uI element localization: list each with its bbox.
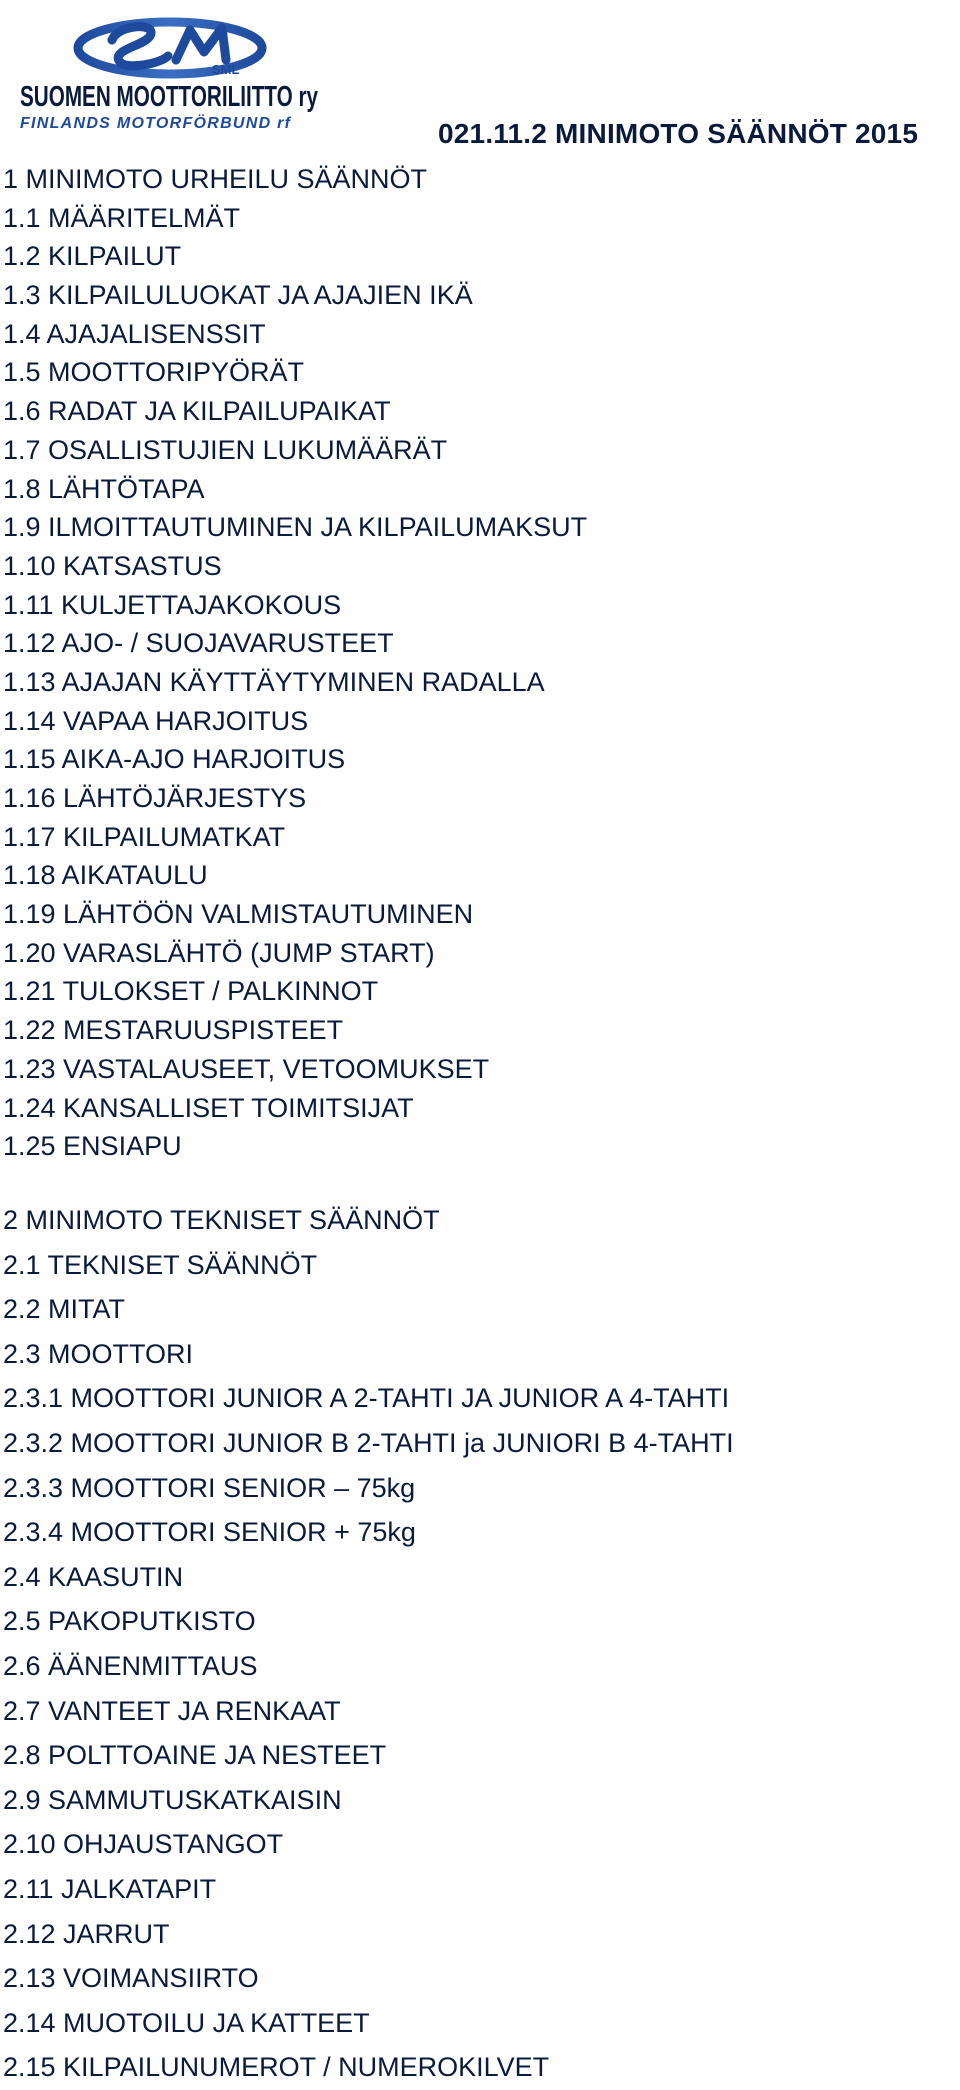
toc-item: 1.21 TULOKSET / PALKINNOT [3, 976, 379, 1007]
toc-item: 1.13 AJAJAN KÄYTTÄYTYMINEN RADALLA [3, 666, 545, 697]
toc-item: 1.5 MOOTTORIPYÖRÄT [3, 357, 305, 388]
logo-m-stroke [176, 28, 226, 60]
toc-item: 2.3 MOOTTORI [3, 1338, 194, 1369]
toc-item: 1.23 VASTALAUSEET, VETOOMUKSET [3, 1053, 490, 1084]
toc-item: 2.11 JALKATAPIT [3, 1873, 217, 1904]
sml-logo [0, 0, 340, 150]
toc-item: 2.3.4 MOOTTORI SENIOR + 75kg [3, 1517, 416, 1548]
toc-item: 1.7 OSALLISTUJIEN LUKUMÄÄRÄT [3, 434, 448, 465]
toc-item: 1.15 AIKA-AJO HARJOITUS [3, 744, 346, 775]
toc-item: 1.1 MÄÄRITELMÄT [3, 202, 241, 233]
toc-item: 1.18 AIKATAULU [3, 860, 208, 891]
logo-line2: FINLANDS MOTORFÖRBUND rf [20, 115, 290, 132]
toc-item: 1.3 KILPAILULUOKAT JA AJAJIEN IKÄ [3, 280, 473, 311]
toc-item: 2.13 VOIMANSIIRTO [3, 1963, 259, 1994]
toc-item: 1.10 KATSASTUS [3, 550, 222, 581]
toc-item: 1.25 ENSIAPU [3, 1131, 182, 1162]
toc-item: 2.3.3 MOOTTORI SENIOR – 75kg [3, 1472, 416, 1503]
toc-item: 2.3.2 MOOTTORI JUNIOR B 2-TAHTI ja JUNIORI B 4-TAHTI [3, 1427, 734, 1458]
toc-item: 1.20 VARASLÄHTÖ (JUMP START) [3, 937, 435, 968]
toc-item: 2.10 OHJAUSTANGOT [3, 1829, 284, 1860]
toc-item: 2.12 JARRUT [3, 1918, 170, 1949]
toc-heading: 1 MINIMOTO URHEILU SÄÄNNÖT [3, 164, 428, 194]
toc-item: 1.11 KULJETTAJAKOKOUS [3, 589, 342, 620]
toc-item: 2.9 SAMMUTUSKATKAISIN [3, 1784, 342, 1815]
toc-item: 2.15 KILPAILUNUMEROT / NUMEROKILVET [3, 2052, 550, 2083]
toc-item: 1.17 KILPAILUMATKAT [3, 821, 286, 852]
toc-item: 1.4 AJAJALISENSSIT [3, 318, 266, 349]
toc-item: 2.5 PAKOPUTKISTO [3, 1606, 256, 1637]
toc-item: 1.14 VAPAA HARJOITUS [3, 705, 309, 736]
toc-item: 2.2 MITAT [3, 1294, 126, 1325]
toc-item: 1.9 ILMOITTAUTUMINEN JA KILPAILUMAKSUT [3, 512, 588, 543]
toc-item: 1.12 AJO- / SUOJAVARUSTEET [3, 628, 394, 659]
toc-heading: 2 MINIMOTO TEKNISET SÄÄNNÖT [3, 1205, 440, 1235]
toc-item: 1.24 KANSALLISET TOIMITSIJAT [3, 1092, 414, 1123]
toc-item: 1.2 KILPAILUT [3, 241, 182, 272]
toc-item: 1.6 RADAT JA KILPAILUPAIKAT [3, 396, 391, 427]
toc-item: 2.8 POLTTOAINE JA NESTEET [3, 1740, 387, 1771]
toc-item: 1.8 LÄHTÖTAPA [3, 473, 205, 504]
sml-logo-graphic [0, 0, 340, 150]
toc-item: 2.6 ÄÄNENMITTAUS [3, 1650, 258, 1681]
document-title: 021.11.2 MINIMOTO SÄÄNNÖT 2015 [438, 118, 919, 149]
logo-line1: SUOMEN MOOTTORILIITTO ry [20, 81, 318, 113]
logo-badge: SML [212, 62, 240, 77]
section-2-toc [3, 1198, 734, 2090]
toc-item: 1.19 LÄHTÖÖN VALMISTAUTUMINEN [3, 899, 474, 930]
toc-item: 2.7 VANTEET JA RENKAAT [3, 1695, 341, 1726]
logo-s-stroke [112, 27, 168, 66]
toc-item: 2.14 MUOTOILU JA KATTEET [3, 2007, 370, 2038]
toc-item: 2.4 KAASUTIN [3, 1561, 184, 1592]
toc-item: 2.1 TEKNISET SÄÄNNÖT [3, 1249, 318, 1280]
toc-item: 1.22 MESTARUUSPISTEET [3, 1015, 344, 1046]
toc-item: 2.3.1 MOOTTORI JUNIOR A 2-TAHTI JA JUNIOR A 4-TAHTI [3, 1383, 730, 1414]
section-1-toc [3, 160, 587, 1166]
toc-item: 1.16 LÄHTÖJÄRJESTYS [3, 783, 307, 813]
